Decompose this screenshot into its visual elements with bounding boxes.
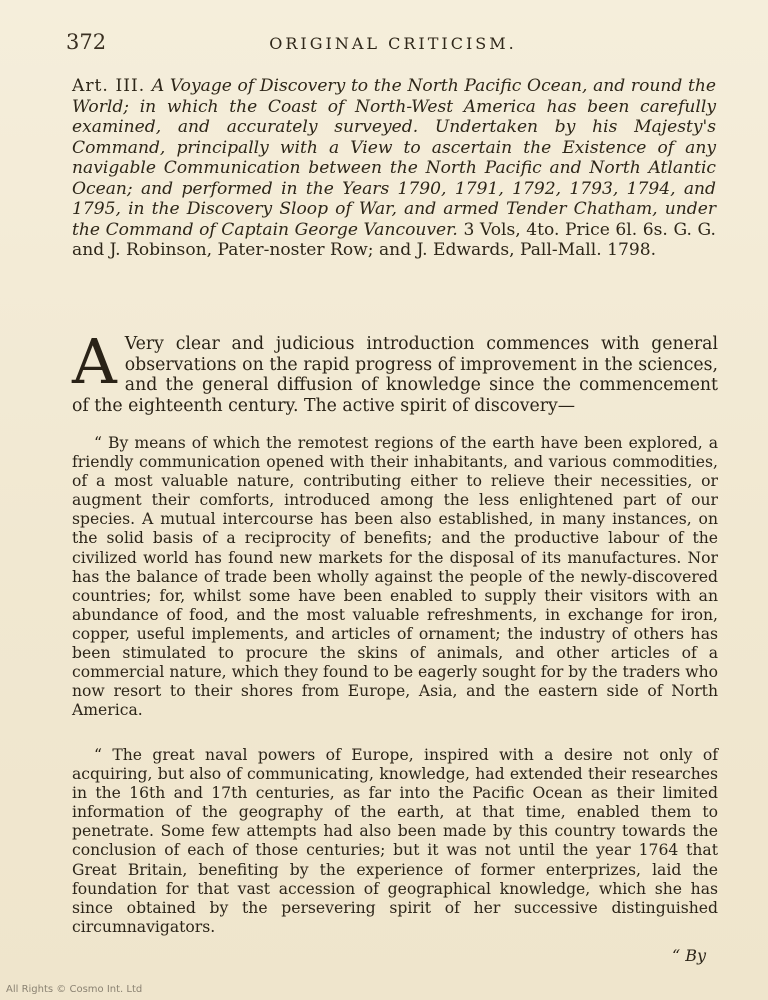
intro-text: Very clear and judicious introduction commences with general observations on the rapid progress of improvement in the sciences, and the general diffusion of knowledge since the commencement of the eighteenth century. The active spirit of discovery— [72,334,718,416]
article-imprint: 3 Vols, 4to. Price 6l. 6s. G. G. and J. Robinson, Pater-noster Row; and J. Edwards, Pall-Mall. 1798. [72,219,716,260]
quote-paragraph-1: “ By means of which the remotest regions of the earth have been explored, a friendly communication opened with their inhabitants, and various commodities, of a most valuable nature, contributing either to relieve their necessities, or augment their comforts, introduced among the less enlightened part of our species. A mutual intercourse has been also established, in many instances, on the solid basis of a reciprocity of benefits; and the productive labour of the civilized world has found new markets for the disposal of its manufactures. Nor has the balance of trade been wholly against the people of the newly-discovered countries; for, whilst some have been enabled to supply their visitors with an abundance of food, and the most valuable refreshments, in exchange for iron, copper, useful implements, and articles of ornament; the industry of others has been stimulated to procure the skins of animals, and other articles of a commercial nature, which they found to be eagerly sought for by the traders who now resort to their shores from Europe, Asia, and the eastern side of North America. [72,434,718,720]
drop-cap: A [72,325,117,398]
running-title: ORIGINAL CRITICISM. [269,34,517,53]
copyright-watermark: All Rights © Cosmo Int. Ltd [6,984,143,995]
intro-paragraph [72,325,718,416]
quote-paragraph-2: “ The great naval powers of Europe, inspired with a desire not only of acquiring, but also of communicating, knowledge, had extended their researches in the 16th and 17th centuries, as far into the Pacific Ocean as their limited information of the geography of the earth, at that time, enabled them to penetrate. Some few attempts had also been made by this country towards the conclusion of each of those centuries; but it was not until the year 1764 that Great Britain, benefiting by the experience of former enterprizes, laid the foundation for that vast accession of geographical knowledge, which she has since obtained by the persevering spirit of her successive distinguished circumnavigators. [72,746,718,936]
article-heading [72,76,716,261]
article-label: Art. III. [72,76,152,96]
page-number: 372 [66,30,107,54]
catchword: “ By [671,946,706,965]
article-title: A Voyage of Discovery to the North Pacific Ocean, and round the World; in which the Coast of North-West America has been carefully examined, and accurately surveyed. Undertaken by his Majesty's Command, principally with a View to ascertain the Existence of any navigable Communication between the North Pacific and North Atlantic Ocean; and performed in the Years 1790, 1791, 1792, 1793, 1794, and 1795, in the Discovery Sloop of War, and armed Tender Chatham, under the Command of Captain George Vancouver. [72,76,716,240]
page-header [66,28,720,54]
